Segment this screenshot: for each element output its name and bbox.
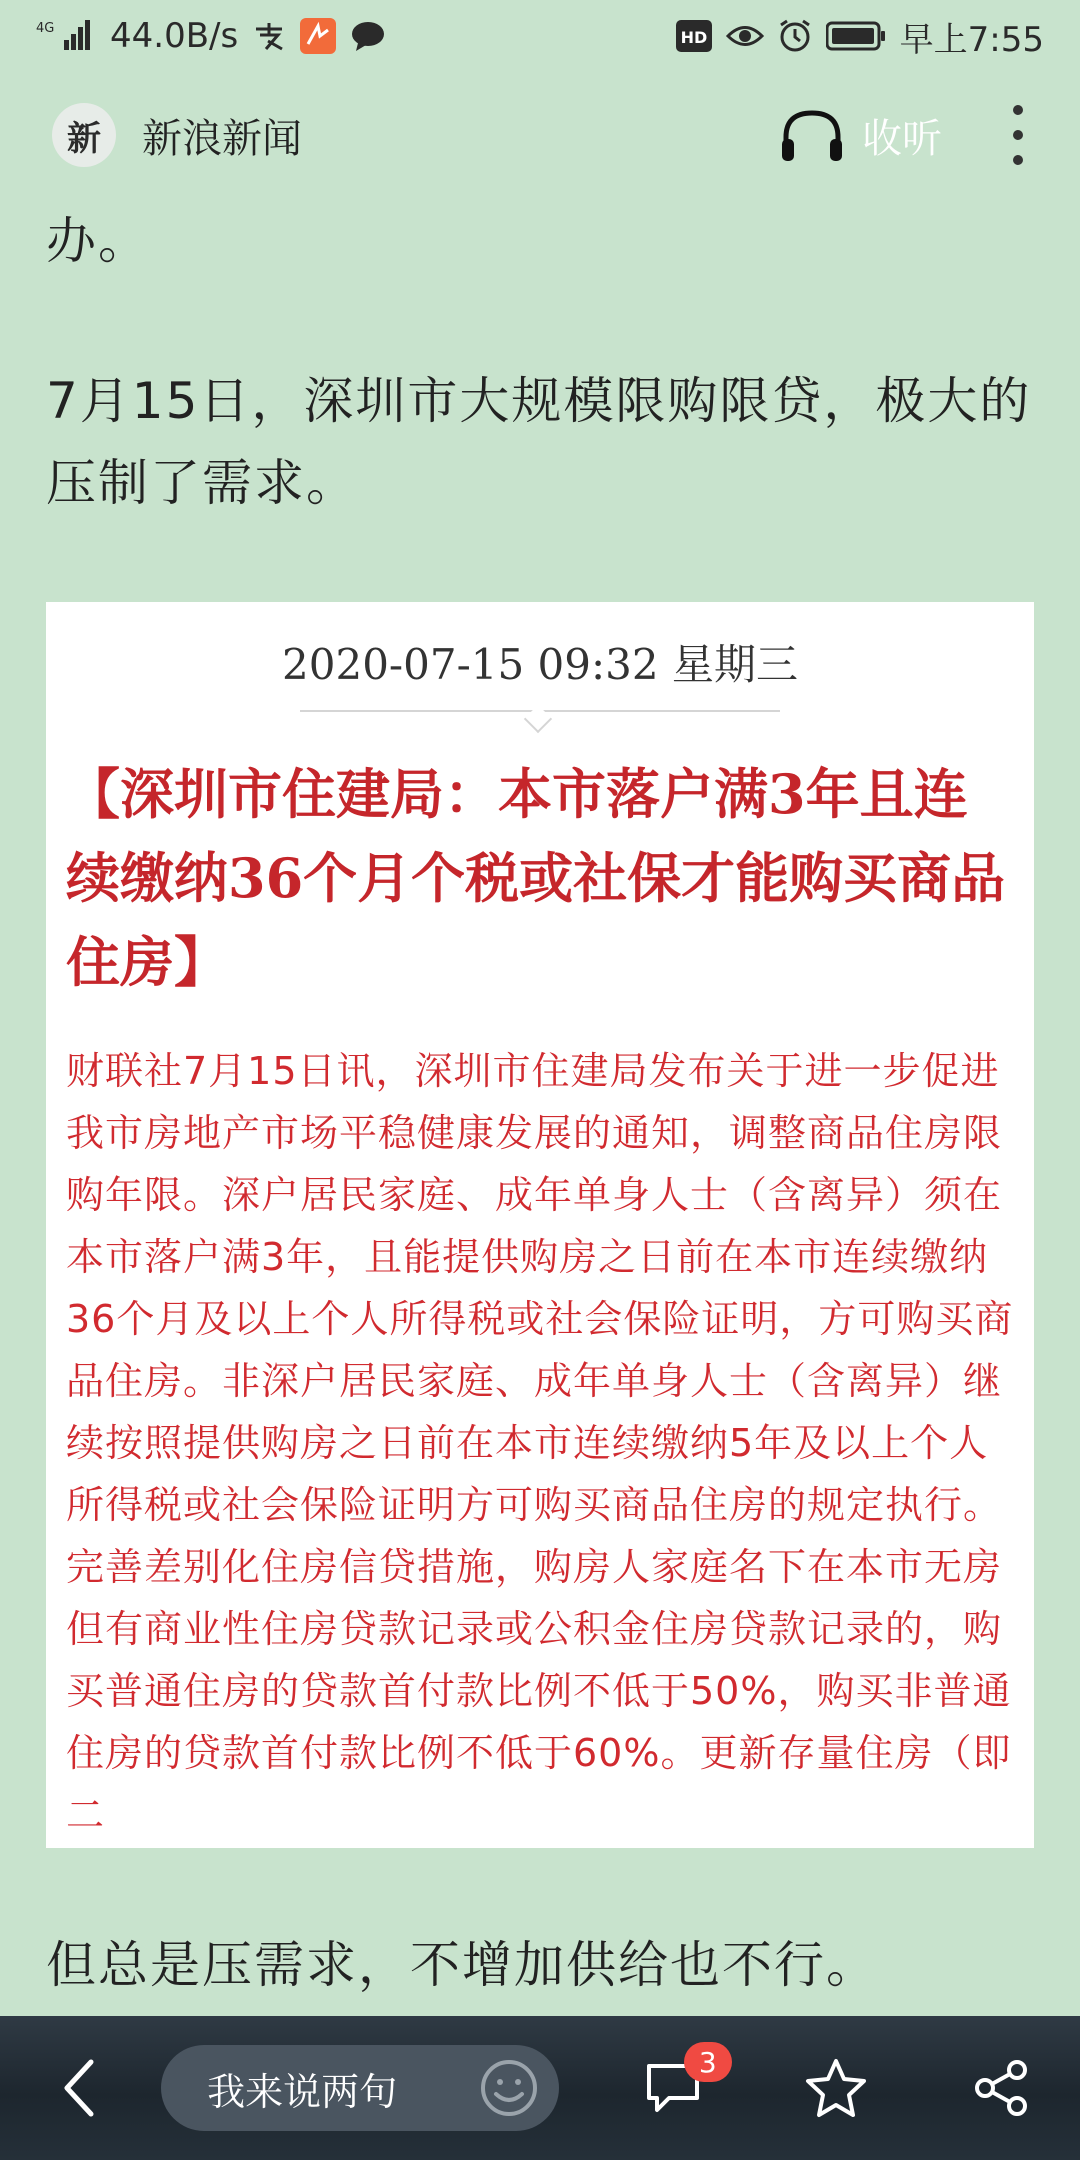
bottom-action-bar [0,2016,1080,2160]
listen-button[interactable] [780,107,942,164]
network-speed: 44.0B/s [110,16,239,56]
embed-divider [300,710,780,712]
embed-body: 财联社7月15日讯，深圳市住建局发布关于进一步促进我市房地产市场平稳健康发展的通知，调整商品住房限购年限。深户居民家庭、成年单身人士（含离异）须在本市落户满3年，且能提供购房之日前在本市连续缴纳36个月及以上个人所得税或社会保险证明，方可购买商品住房。非深户居民家庭、成年单身人士（含离异）继续按照提供购房之日前在本市连续缴纳5年及以上个人所得税或社会保险证明方可购买商品住房的规定执行。完善差别化住房信贷措施，购房人家庭名下在本市无房但有商业性住房贷款记录或公积金住房贷款记录的，购买普通住房的贷款首付款比例不低于50%，购买非普通住房的贷款首付款比例不低于60%。更新存量住房（即二 [66,1049,1014,1837]
favorite-button[interactable] [798,2048,875,2128]
hd-icon [676,20,712,52]
more-dot-icon [1013,130,1023,140]
svg-text:HD: HD [680,28,707,47]
status-bar-right [676,12,1044,61]
message-icon [350,19,386,53]
battery-icon [826,21,886,51]
embed-title: 【深圳市住建局：本市落户满3年且连续缴纳36个月个税或社保才能购买商品住房】 [66,762,1006,994]
share-icon [971,2058,1031,2118]
app-header [0,92,1080,178]
clock-time: 早上7:55 [899,19,1044,60]
status-bar-left [36,16,386,56]
article-paragraph: 但总是压需求，不增加供给也不行。 [46,1936,878,1994]
embedded-news-image[interactable] [46,602,1034,1848]
comment-count-badge: 3 [684,2042,732,2082]
embed-date: 2020-07-15 09:32 星期三 [282,640,798,689]
app-notification-icon [300,18,336,54]
eye-icon [726,21,764,51]
share-button[interactable] [963,2048,1040,2128]
article-paragraph: 办。 [46,212,150,270]
back-button[interactable] [40,2043,117,2133]
status-bar [0,0,1080,72]
comments-button[interactable] [635,2045,717,2128]
comment-placeholder: 我来说两句 [207,2069,398,2114]
star-icon [804,2057,868,2119]
article-paragraph: 7月15日，深圳市大规模限购限贷，极大的压制了需求。 [46,372,1032,512]
back-chevron-icon [59,2056,99,2120]
more-dot-icon [1013,155,1023,165]
headphones-icon [780,107,844,163]
alipay-icon [252,19,286,53]
comment-input[interactable] [161,2045,559,2131]
app-name[interactable]: 新浪新闻 [142,115,302,162]
emoji-icon[interactable] [479,2058,539,2118]
signal-icon [36,18,96,54]
more-dot-icon [1013,105,1023,115]
listen-label: 收听 [862,115,942,162]
svg-text:4G: 4G [36,21,55,36]
alarm-icon [778,19,812,53]
sina-news-logo[interactable]: 新 [52,103,116,167]
more-options-button[interactable] [1008,105,1028,165]
